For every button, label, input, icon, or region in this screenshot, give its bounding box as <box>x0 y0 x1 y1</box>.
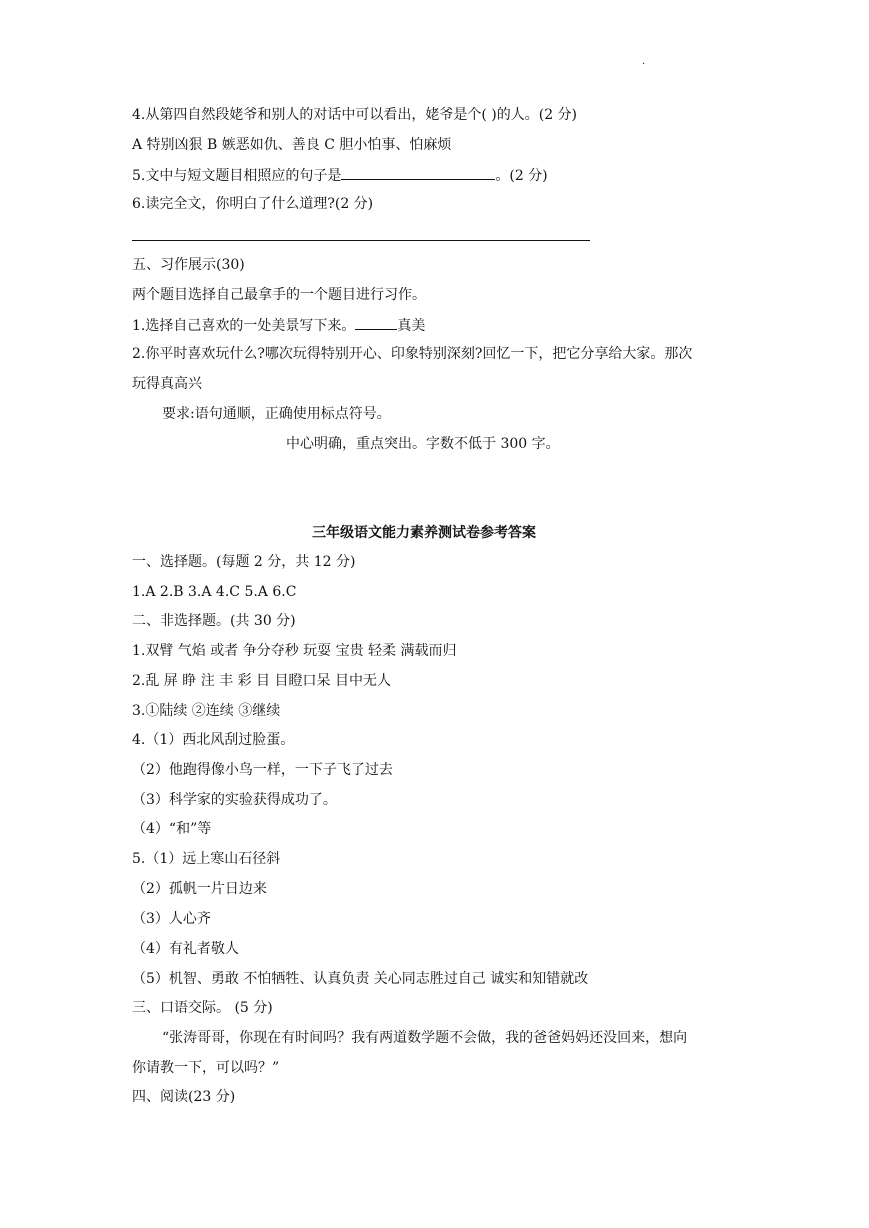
answer-2-4-2: （2）他跑得像小鸟一样，一下子飞了过去 <box>132 762 393 778</box>
section-5-heading: 五、习作展示(30) <box>132 257 245 273</box>
section-2-heading: 二、非选择题。(共 30 分) <box>132 613 296 629</box>
section-4-heading: 四、阅读(23 分) <box>132 1089 236 1105</box>
answer-2-4-4: （4）“和”等 <box>132 821 212 837</box>
section-3-answer-line-2: 你请教一下，可以吗？” <box>132 1060 280 1076</box>
answer-2-5-5: （5）机智、勇敢 不怕牺牲、认真负责 关心同志胜过自己 诚实和知错就改 <box>132 971 589 987</box>
answer-2-5-1: 5.（1）远上寒山石径斜 <box>132 851 281 867</box>
corner-mark: . <box>642 56 646 67</box>
answer-blank <box>341 165 495 180</box>
answer-2-1: 1.双臂 气焰 或者 争分夺秒 玩耍 宝贵 轻柔 满载而归 <box>132 643 457 659</box>
writing-instruction: 两个题目选择自己最拿手的一个题目进行习作。 <box>132 287 426 303</box>
question-4: 4.从第四自然段姥爷和别人的对话中可以看出，姥爷是个( )的人。(2 分) <box>132 107 578 123</box>
answer-line <box>132 240 590 241</box>
answer-2-2: 2.乱 屏 睁 注 丰 彩 目 目瞪口呆 目中无人 <box>132 673 391 689</box>
question-5-text: 5.文中与短文题目相照应的句子是 <box>132 168 342 184</box>
question-6: 6.读完全文，你明白了什么道理?(2 分) <box>132 196 374 212</box>
answer-2-4-1: 4.（1）西北风刮过脸蛋。 <box>132 732 295 748</box>
answer-2-5-3: （3）人心齐 <box>132 911 211 927</box>
topic-blank <box>355 315 397 330</box>
topic-1-suffix: 真美 <box>397 318 426 334</box>
section-3-answer-line-1: “张涛哥哥，你现在有时间吗？我有两道数学题不会做，我的爸爸妈妈还没回来，想向 <box>162 1030 688 1046</box>
answer-2-5-4: （4）有礼者敬人 <box>132 941 239 957</box>
answer-2-5-2: （2）孤帆一片日边来 <box>132 881 267 897</box>
question-5 <box>132 165 548 185</box>
question-4-options: A 特别凶狠 B 嫉恶如仇、善良 C 胆小怕事、怕麻烦 <box>132 137 452 153</box>
answer-2-3: 3.①陆续 ②连续 ③继续 <box>132 703 281 719</box>
answer-2-4-3: （3）科学家的实验获得成功了。 <box>132 792 337 808</box>
section-3-heading: 三、口语交际。 (5 分) <box>132 1000 273 1016</box>
section-1-heading: 一、选择题。(每题 2 分，共 12 分) <box>132 554 356 570</box>
writing-topic-1 <box>132 315 425 335</box>
question-5-suffix: 。(2 分) <box>495 168 548 184</box>
answer-key-title: 三年级语文能力素养测试卷参考答案 <box>312 525 536 541</box>
topic-1-text: 1.选择自己喜欢的一处美景写下来。 <box>132 318 356 334</box>
writing-requirement-1: 要求:语句通顺，正确使用标点符号。 <box>162 406 391 422</box>
section-1-answers: 1.A 2.B 3.A 4.C 5.A 6.C <box>132 584 297 600</box>
writing-requirement-2: 中心明确，重点突出。字数不低于 300 字。 <box>286 436 560 452</box>
writing-topic-2-line-2: 玩得真高兴 <box>132 376 202 392</box>
writing-topic-2-line-1: 2.你平时喜欢玩什么?哪次玩得特别开心、印象特别深刻?回忆一下，把它分享给大家。那次 <box>132 346 693 362</box>
